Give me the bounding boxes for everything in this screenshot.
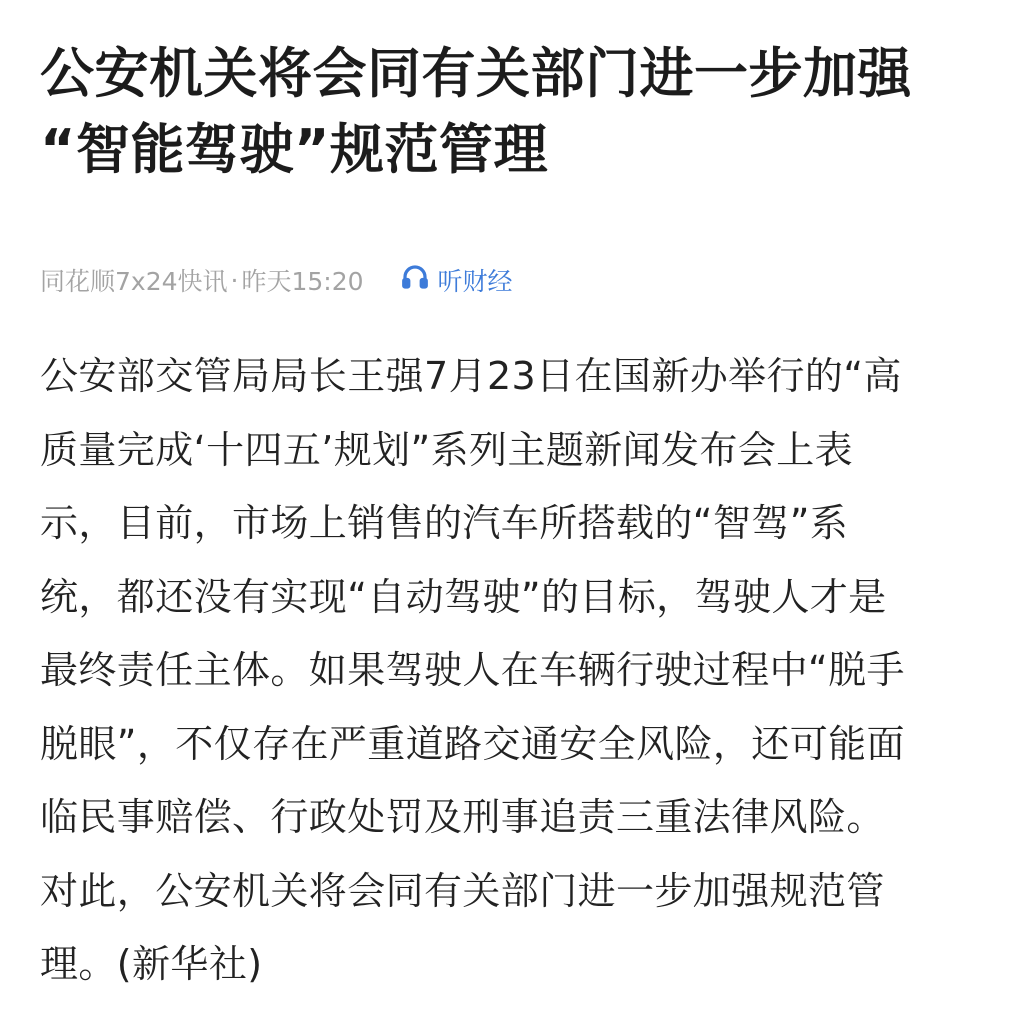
article-body-line: 临民事赔偿、行政处罚及刑事追责三重法律风险。 [40, 795, 885, 839]
article-title-line: 公安机关将会同有关部门进一步加强 [40, 42, 912, 105]
article-body-line: 对此，公安机关将会同有关部门进一步加强规范管 [40, 868, 885, 913]
article-title-line: “智能驾驶”规范管理 [40, 118, 548, 181]
article-body-line: 脱眼”，不仅存在严重道路交通安全风险，还可能面 [40, 721, 905, 766]
article-body-line: 理。(新华社) [40, 942, 263, 986]
article-body-line: 最终责任主体。如果驾驶人在车辆行驶过程中“脱手 [40, 648, 905, 692]
article-meta [40, 260, 988, 300]
article [40, 36, 988, 1002]
meta-separator: · [230, 265, 239, 295]
article-body-line: 统，都还没有实现“自动驾驶”的目标，驾驶人才是 [40, 574, 887, 619]
article-body-line: 质量完成‘十四五’规划”系列主题新闻发布会上表 [40, 427, 854, 472]
listen-button[interactable] [400, 262, 513, 298]
source-label: 同花顺7x24快讯 [40, 267, 228, 296]
article-body-line: 公安部交管局局长王强7月23日在国新办举行的“高 [40, 354, 902, 398]
article-body [40, 340, 988, 1002]
article-title [40, 36, 988, 188]
headphones-icon [400, 262, 438, 298]
article-body-line: 示，目前，市场上销售的汽车所搭载的“智驾”系 [40, 501, 849, 545]
listen-label: 听财经 [437, 267, 513, 296]
publish-time: 昨天15:20 [241, 267, 364, 296]
